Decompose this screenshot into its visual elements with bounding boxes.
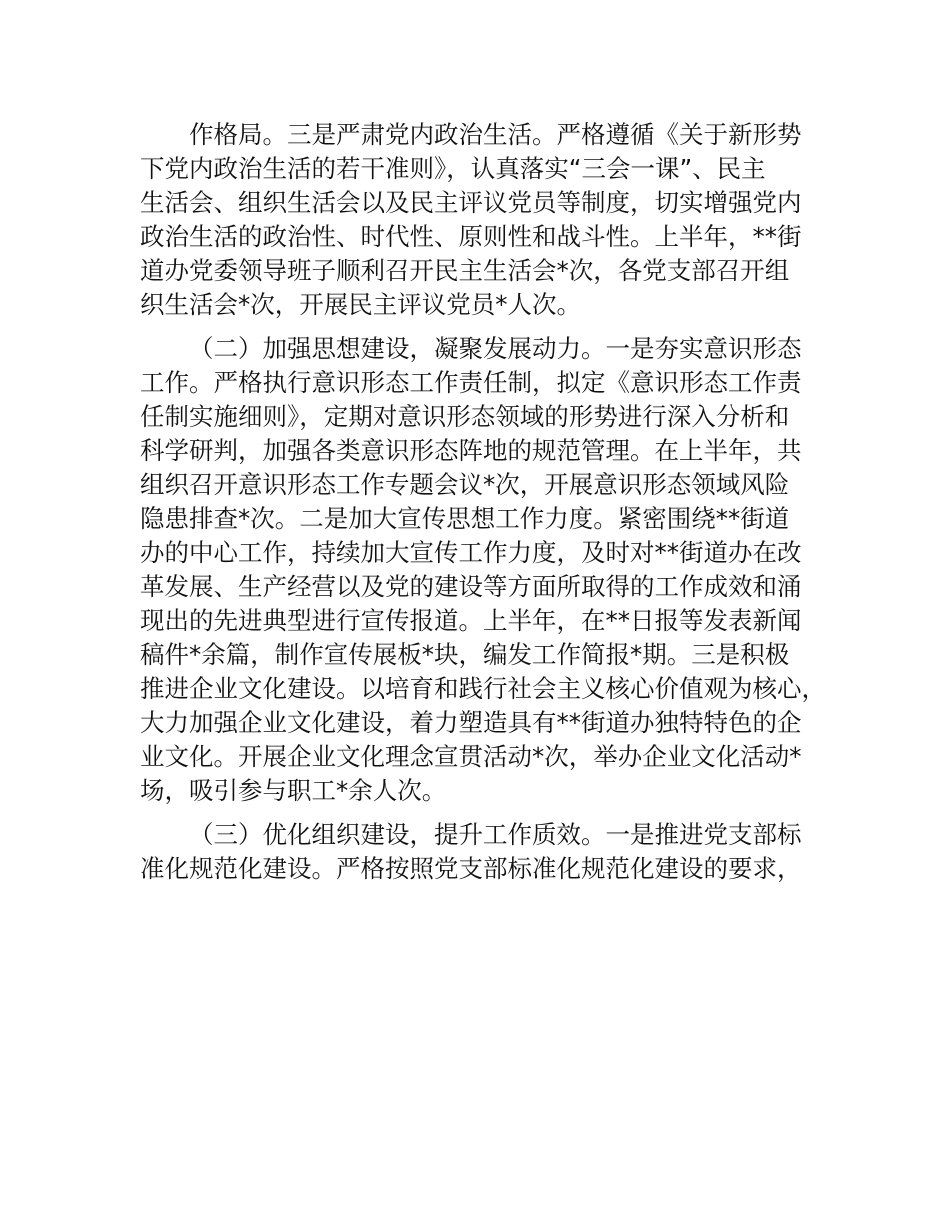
text-line: 工作。严格执行意识形态工作责任制，拟定《意识形态工作责: [140, 368, 802, 397]
text-line: 业文化。开展企业文化理念宣贯活动*次，举办企业文化活动*: [140, 742, 802, 771]
text-line: 现出的先进典型进行宣传报道。上半年，在**日报等发表新闻: [140, 606, 802, 635]
document-body: [140, 118, 840, 886]
text-line: 稿件*余篇，制作宣传展板*块，编发工作简报*期。三是积极: [140, 640, 790, 669]
text-line: 任制实施细则》，定期对意识形态领域的形势进行深入分析和: [140, 402, 790, 431]
text-line: 推进企业文化建设。以培育和践行社会主义核心价值观为核心，: [140, 674, 826, 703]
paragraph-2: [140, 332, 840, 808]
text-line: 准化规范化建设。严格按照党支部标准化规范化建设的要求，: [140, 854, 802, 883]
text-line: 生活会、组织生活会以及民主评议党员等制度，切实增强党内: [140, 188, 802, 217]
paragraph-3: [140, 818, 840, 886]
text-line: 政治生活的政治性、时代性、原则性和战斗性。上半年，**街: [140, 222, 802, 251]
text-line: 组织召开意识形态工作专题会议*次，开展意识形态领域风险: [140, 470, 790, 499]
paragraph-1: [140, 118, 840, 322]
text-line: 隐患排查*次。二是加大宣传思想工作力度。紧密围绕**街道: [140, 504, 790, 533]
text-line: 科学研判，加强各类意识形态阵地的规范管理。在上半年，共: [140, 436, 802, 465]
text-line: 革发展、生产经营以及党的建设等方面所取得的工作成效和涌: [140, 572, 802, 601]
text-line: 办的中心工作，持续加大宣传工作力度，及时对**街道办在改: [140, 538, 802, 567]
text-line: 道办党委领导班子顺利召开民主生活会*次，各党支部召开组: [140, 256, 790, 285]
text-line: 场，吸引参与职工*余人次。: [140, 776, 447, 805]
text-line: （二）加强思想建设，凝聚发展动力。一是夯实意识形态: [189, 334, 802, 363]
text-line: 织生活会*次，开展民主评议党员*人次。: [140, 290, 581, 319]
text-line: 作格局。三是严肃党内政治生活。严格遵循《关于新形势: [189, 120, 802, 149]
text-line: （三）优化组织建设，提升工作质效。一是推进党支部标: [189, 820, 802, 849]
text-line: 大力加强企业文化建设，着力塑造具有**街道办独特特色的企: [140, 708, 802, 737]
text-line: 下党内政治生活的若干准则》，认真落实“三会一课”、民主: [140, 154, 766, 183]
paragraph-gap: [140, 808, 840, 818]
paragraph-gap: [140, 322, 840, 332]
